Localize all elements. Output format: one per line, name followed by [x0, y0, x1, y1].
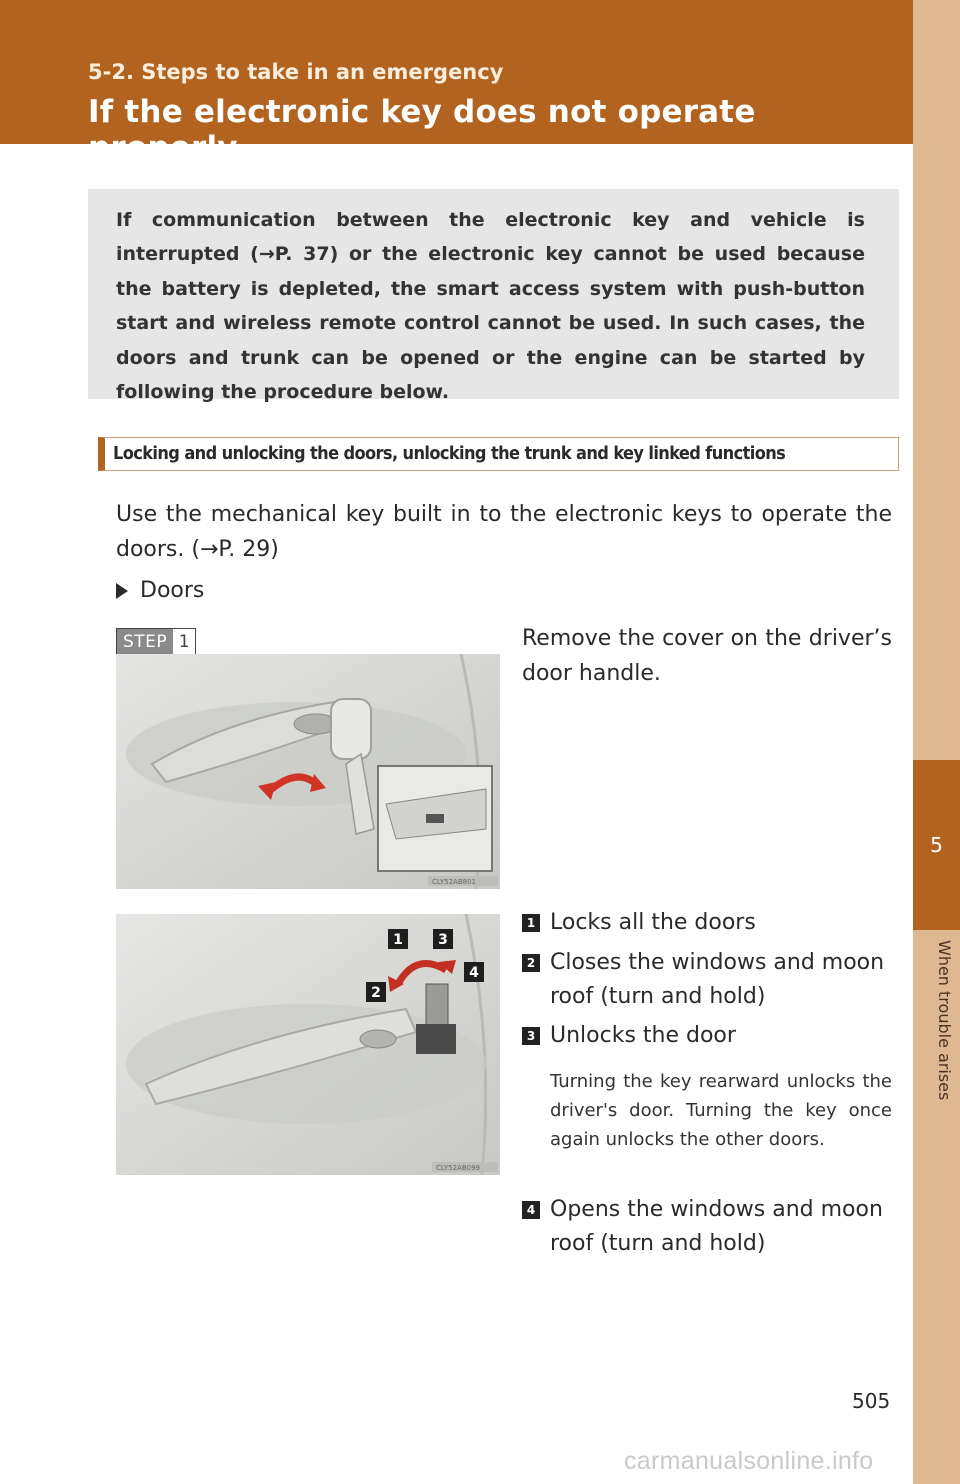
chapter-number-tab	[913, 760, 960, 930]
step-2-photo	[116, 914, 500, 1175]
list-item-text: Locks all the doors	[550, 910, 756, 935]
list-item	[522, 1193, 894, 1261]
number-badge-icon: 4	[522, 1201, 540, 1219]
callout-3-icon: 3	[438, 932, 448, 948]
triangle-bullet-icon	[116, 583, 128, 599]
step-1-label	[116, 628, 196, 656]
callout-4-icon: 4	[469, 965, 479, 981]
door-handle-cover-illustration	[116, 654, 500, 889]
unlock-note: Turning the key rearward unlocks the driver's door. Turning the key once again unlocks the other doors.	[550, 1071, 892, 1150]
subheading: Locking and unlocking the doors, unlocking the trunk and key linked functions	[98, 437, 899, 471]
number-badge-icon: 1	[522, 914, 540, 932]
list-item-text: Opens the windows and moon roof (turn and hold)	[550, 1197, 883, 1256]
bullet-doors	[116, 578, 204, 603]
section-title: 5-2. Steps to take in an emergency	[88, 60, 504, 84]
door-handle-key-illustration	[116, 914, 500, 1175]
callout-1-icon: 1	[393, 932, 403, 948]
image-code: CLY52AB099	[436, 1164, 480, 1172]
list-item	[522, 946, 894, 1014]
list-item-text: Closes the windows and moon roof (turn and hold)	[550, 950, 885, 1009]
intro-text: If communication between the electronic key and vehicle is interrupted (→P. 37) or the electronic key cannot be used because the battery is depleted, the smart access system with push-button start and wireless remote control cannot be used. In such cases, the doors and trunk can be opened or the engine can be started by following the procedure below.	[116, 209, 865, 404]
intro-box	[88, 189, 899, 404]
watermark: carmanualsonline.info	[624, 1447, 874, 1475]
page-header	[0, 0, 913, 166]
page-number: 505	[852, 1389, 891, 1413]
number-badge-icon: 3	[522, 1027, 540, 1045]
number-badge-icon: 2	[522, 954, 540, 972]
list-item	[522, 906, 894, 940]
step-1-text: Remove the cover on the driver’s door handle.	[522, 626, 892, 686]
list-item	[522, 1019, 894, 1053]
callout-2-icon: 2	[371, 985, 381, 1001]
chapter-number: 5	[930, 833, 943, 857]
chapter-label: When trouble arises	[935, 940, 954, 1101]
body-paragraph: Use the mechanical key built in to the electronic keys to operate the doors. (→P. 29)	[116, 502, 892, 562]
step-1-photo	[116, 654, 500, 889]
page-title: If the electronic key does not operate properly	[88, 94, 756, 166]
step-word: STEP	[117, 629, 173, 655]
image-code: CLY52AB801	[432, 878, 476, 886]
chapter-sidebar	[913, 0, 960, 1484]
bullet-label: Doors	[140, 578, 205, 603]
list-item-text: Unlocks the door	[550, 1023, 736, 1048]
step-number: 1	[173, 629, 195, 655]
